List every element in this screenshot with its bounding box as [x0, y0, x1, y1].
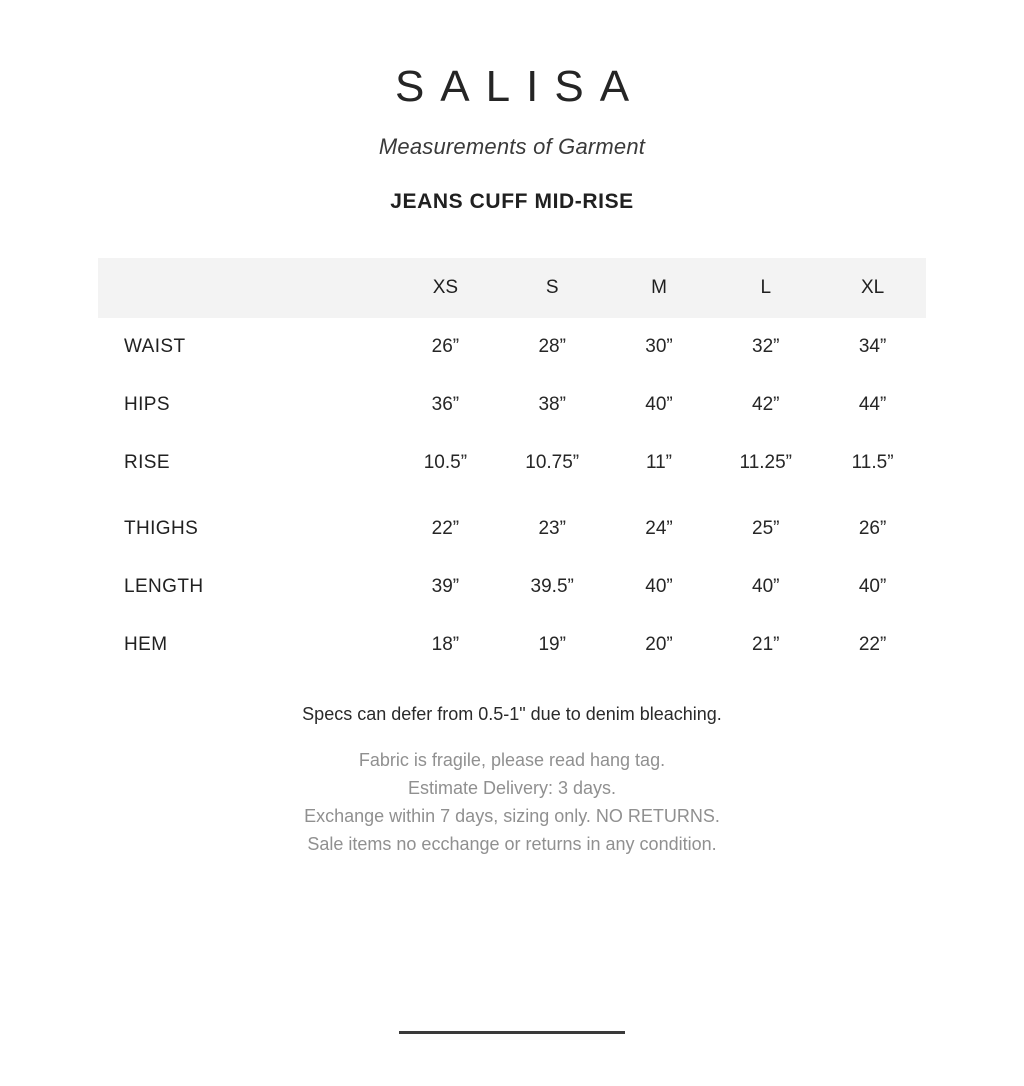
row-label-rise: RISE: [124, 452, 170, 473]
footer-divider-container: [0, 1031, 1024, 1034]
cell-rise-l: 11.25”: [739, 452, 793, 473]
table-row: [98, 492, 926, 558]
cell-hips-xl: 44”: [858, 394, 887, 415]
cell-hem-l: 21”: [752, 634, 780, 655]
cell-hips-s: 38”: [538, 394, 566, 415]
cell-waist-xs: 26”: [431, 336, 460, 357]
cell-length-xs: 39”: [431, 576, 460, 597]
row-label-waist: WAIST: [124, 336, 186, 357]
cell-waist-l: 32”: [752, 336, 780, 357]
size-table-container: [98, 258, 926, 674]
table-row: [98, 376, 926, 434]
policy-notes: [0, 747, 1024, 859]
note-disclaimer: Specs can defer from 0.5-1" due to denim bleaching.: [302, 704, 722, 724]
cell-rise-s: 10.75”: [525, 452, 580, 473]
cell-hem-m: 20”: [645, 634, 673, 655]
brand-title: SALISA: [394, 62, 646, 111]
size-chart-page: [0, 62, 1024, 1086]
table-row: [98, 318, 926, 376]
table-row: [98, 616, 926, 674]
cell-rise-m: 11”: [645, 452, 673, 473]
cell-rise-xl: 11.5”: [851, 452, 894, 473]
size-table: [98, 258, 926, 674]
column-header-s: S: [545, 277, 559, 298]
cell-hips-l: 42”: [752, 394, 780, 415]
footer-divider: [399, 1031, 625, 1034]
cell-length-xl: 40”: [858, 576, 887, 597]
cell-waist-xl: 34”: [858, 336, 887, 357]
policy-note-sale: Sale items no ecchange or returns in any condition.: [307, 833, 717, 854]
row-label-hem: HEM: [124, 634, 168, 655]
page-subtitle: Measurements of Garment: [378, 134, 646, 159]
column-header-m: M: [651, 277, 667, 298]
cell-length-m: 40”: [645, 576, 673, 597]
cell-hem-xl: 22”: [858, 634, 887, 655]
cell-thighs-s: 23”: [538, 518, 566, 539]
cell-rise-xs: 10.5”: [423, 452, 468, 473]
table-row: [98, 434, 926, 492]
cell-hem-s: 19”: [538, 634, 566, 655]
cell-hips-xs: 36”: [431, 394, 460, 415]
column-header-measurement: [98, 258, 392, 318]
cell-thighs-l: 25”: [752, 518, 780, 539]
policy-note-exchange: Exchange within 7 days, sizing only. NO RETURNS.: [304, 805, 720, 826]
cell-thighs-xl: 26”: [858, 518, 887, 539]
cell-length-l: 40”: [752, 576, 780, 597]
table-row: [98, 558, 926, 616]
cell-thighs-m: 24”: [645, 518, 673, 539]
table-header-row: [98, 258, 926, 318]
cell-hem-xs: 18”: [431, 634, 460, 655]
column-header-l: L: [760, 277, 772, 298]
row-label-thighs: THIGHS: [124, 518, 199, 539]
policy-note-delivery: Estimate Delivery: 3 days.: [407, 777, 617, 798]
cell-length-s: 39.5”: [530, 576, 574, 597]
product-title: JEANS CUFF MID-RISE: [390, 190, 634, 213]
size-table-body: [98, 318, 926, 674]
column-header-xl: XL: [860, 277, 885, 298]
row-label-hips: HIPS: [124, 394, 170, 415]
column-header-xs: XS: [432, 277, 459, 298]
cell-waist-m: 30”: [645, 336, 673, 357]
cell-hips-m: 40”: [645, 394, 673, 415]
row-label-length: LENGTH: [124, 576, 204, 597]
cell-waist-s: 28”: [538, 336, 566, 357]
cell-thighs-xs: 22”: [431, 518, 460, 539]
policy-note-fabric: Fabric is fragile, please read hang tag.: [358, 750, 666, 770]
size-table-head: [98, 258, 926, 318]
